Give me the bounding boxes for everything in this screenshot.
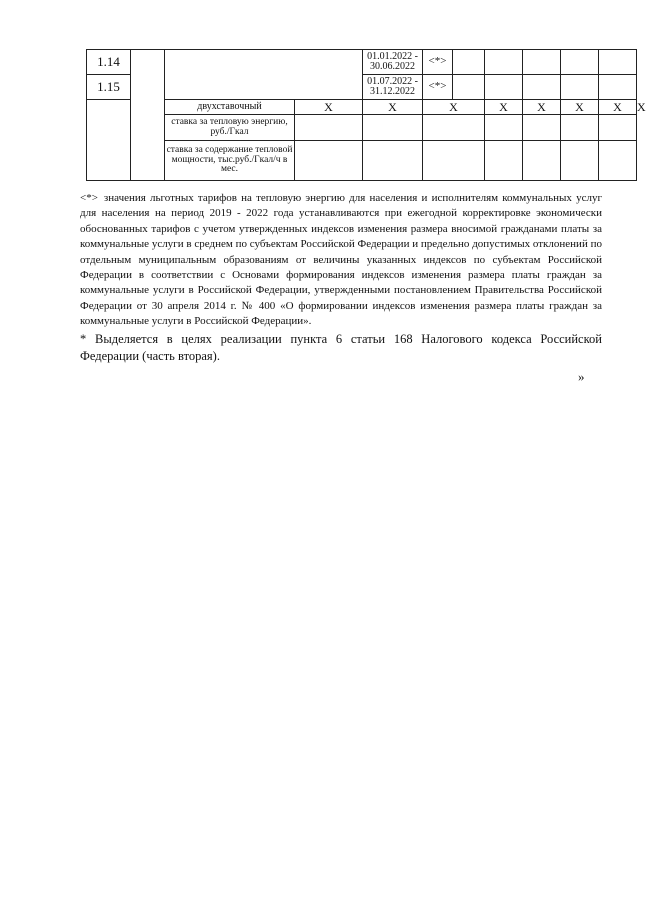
footnote-marker: <*>	[80, 192, 98, 204]
value-cell	[363, 115, 423, 141]
tariff-table	[86, 49, 646, 181]
value-cell	[561, 141, 599, 181]
value-cell	[423, 141, 485, 181]
table-row	[87, 115, 637, 141]
value-cell	[599, 115, 637, 141]
x-mark: X	[485, 100, 523, 115]
value-cell	[423, 115, 485, 141]
empty-merged-cell	[87, 100, 131, 181]
value-cell	[561, 50, 599, 75]
energy-rate-label: ставка за тепловую энергию, руб./Гкал	[165, 115, 295, 141]
value-cell	[523, 141, 561, 181]
value-cell	[295, 141, 363, 181]
empty-merged-cell	[165, 50, 363, 100]
table-row	[87, 50, 637, 75]
value-cell	[561, 75, 599, 100]
value-cell	[453, 75, 485, 100]
row-number: 1.14	[87, 50, 131, 75]
value-cell	[295, 115, 363, 141]
tariff-mark: <*>	[423, 50, 453, 75]
value-cell	[485, 115, 523, 141]
x-mark: X	[523, 100, 561, 115]
x-mark: X	[561, 100, 599, 115]
value-cell	[523, 50, 561, 75]
value-cell	[561, 115, 599, 141]
capacity-rate-label: ставка за содержание тепловой мощности, тыс.руб./Гкал/ч в мес.	[165, 141, 295, 181]
period-cell: 01.07.2022 - 31.12.2022	[363, 75, 423, 100]
x-mark: X	[295, 100, 363, 115]
tax-footnote: * Выделяется в целях реализации пункта 6 статьи 168 Налогового кодекса Российской Федерации (часть вторая).	[80, 332, 602, 363]
value-cell	[523, 75, 561, 100]
tariff-footnote	[80, 191, 602, 330]
value-cell	[599, 141, 637, 181]
value-cell	[599, 75, 637, 100]
closing-quote: »	[578, 369, 585, 384]
value-cell	[453, 50, 485, 75]
value-cell	[485, 141, 523, 181]
value-cell	[599, 50, 637, 75]
x-mark: X	[363, 100, 423, 115]
tariff-mark: <*>	[423, 75, 453, 100]
empty-merged-cell	[131, 50, 165, 181]
x-mark: X	[599, 100, 637, 115]
two-part-label: двухставочный	[165, 100, 295, 115]
row-number: 1.15	[87, 75, 131, 100]
period-cell: 01.01.2022 - 30.06.2022	[363, 50, 423, 75]
value-cell	[363, 141, 423, 181]
x-mark: X	[423, 100, 485, 115]
table-row: двухставочный X X X X X X X X	[87, 100, 637, 115]
footnote-text: значения льготных тарифов на тепловую энергию для населения и исполнителям коммунальных услуг для населения на период 2019 - 2022 года устанавливаются при ежегодной корректировке экономически обоснованных тарифов с учетом утвержденных индексов изменения размера вносимой гражданами платы за коммунальные услуги в среднем по субъектам Российской Федерации и предельно допустимых отклонений по отдельным муниципальным образованиям от величины указанных индексов по субъектам Российской Федерации в соответствии с Основами формирования индексов изменения размера платы граждан за коммунальные услуги в Российской Федерации, утвержденными постановлением Правительства Российской Федерации от 30 апреля 2014 г. № 400 «О формировании индексов изменения размера платы граждан за коммунальные услуги в Российской Федерации».	[80, 192, 602, 328]
value-cell	[485, 75, 523, 100]
value-cell	[523, 115, 561, 141]
table-row	[87, 141, 637, 181]
value-cell	[485, 50, 523, 75]
